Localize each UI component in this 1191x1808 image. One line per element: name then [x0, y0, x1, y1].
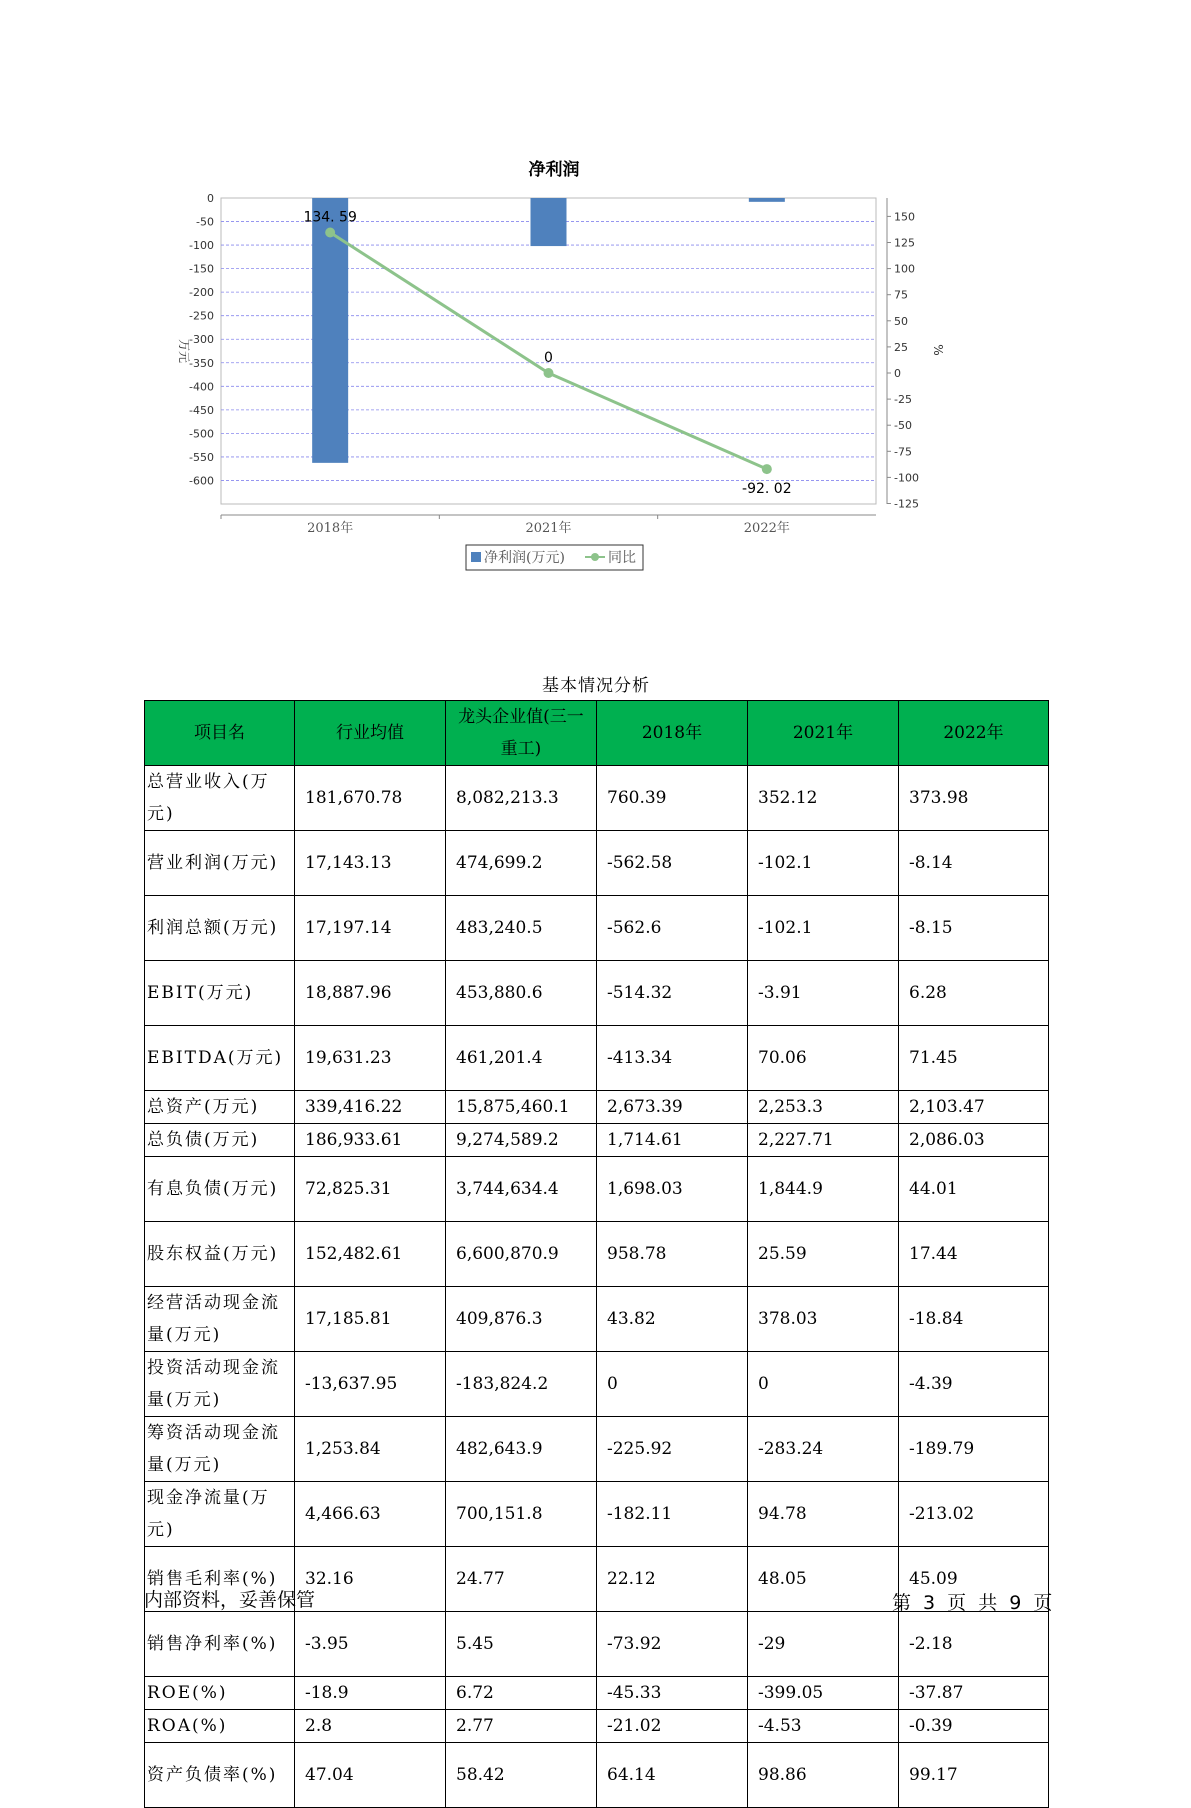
table-cell: -4.39 — [899, 1352, 1049, 1417]
y-tick-label: -200 — [189, 286, 214, 300]
table-cell: 9,274,589.2 — [446, 1124, 597, 1157]
table-cell: 19,631.23 — [295, 1026, 446, 1091]
point-yoy — [325, 227, 335, 237]
table-cell: 3,744,634.4 — [446, 1157, 597, 1222]
table-cell: -514.32 — [597, 961, 748, 1026]
point-yoy — [762, 464, 772, 474]
table-cell: 5.45 — [446, 1612, 597, 1677]
row-label: ROE(%) — [145, 1677, 295, 1710]
table-row — [145, 1677, 1049, 1710]
table-cell: -189.79 — [899, 1417, 1049, 1482]
table-row — [145, 1352, 1049, 1417]
table-cell: 70.06 — [748, 1026, 899, 1091]
y-tick-label: -50 — [196, 215, 214, 229]
footer-confidential-note: 内部资料，妥善保管 — [144, 1589, 316, 1611]
bar-net-profit — [312, 198, 348, 463]
table-cell: -399.05 — [748, 1677, 899, 1710]
table-cell: 2,086.03 — [899, 1124, 1049, 1157]
table-header-cell: 龙头企业值(三一重工) — [446, 701, 597, 766]
table-body — [145, 766, 1049, 1808]
table-cell: -29 — [748, 1612, 899, 1677]
table-cell: 17,143.13 — [295, 831, 446, 896]
table-cell: 482,643.9 — [446, 1417, 597, 1482]
y2-tick-label: -25 — [894, 393, 912, 407]
table-cell: 17,185.81 — [295, 1287, 446, 1352]
table-cell: 1,698.03 — [597, 1157, 748, 1222]
row-label: 有息负债(万元) — [145, 1157, 295, 1222]
row-label: 利润总额(万元) — [145, 896, 295, 961]
table-cell: 22.12 — [597, 1547, 748, 1612]
table-row — [145, 961, 1049, 1026]
table-cell: 58.42 — [446, 1743, 597, 1808]
y2-tick-label: 0 — [894, 367, 901, 380]
table-cell: 6,600,870.9 — [446, 1222, 597, 1287]
table-cell: 483,240.5 — [446, 896, 597, 961]
table-row — [145, 1222, 1049, 1287]
x-tick-label: 2021年 — [525, 521, 572, 536]
table-cell: -283.24 — [748, 1417, 899, 1482]
table-cell: 99.17 — [899, 1743, 1049, 1808]
table-cell: 2.8 — [295, 1710, 446, 1743]
table-cell: -562.58 — [597, 831, 748, 896]
y-tick-label: -150 — [189, 262, 214, 276]
table-cell: -13,637.95 — [295, 1352, 446, 1417]
row-label: EBIT(万元) — [145, 961, 295, 1026]
x-tick-label: 2022年 — [743, 521, 790, 536]
y2-tick-label: 100 — [894, 262, 915, 276]
table-cell: -562.6 — [597, 896, 748, 961]
row-label: ROA(%) — [145, 1710, 295, 1743]
table-cell: -2.18 — [899, 1612, 1049, 1677]
y2-tick-label: 50 — [894, 314, 908, 328]
basic-analysis-table — [144, 700, 1049, 1808]
y-tick-label: -100 — [189, 239, 214, 253]
data-label-yoy: -92. 02 — [742, 481, 792, 498]
table-cell: 373.98 — [899, 766, 1049, 831]
legend-swatch-bar — [471, 552, 481, 562]
table-cell: 64.14 — [597, 1743, 748, 1808]
table-cell: 2,673.39 — [597, 1091, 748, 1124]
y2-tick-label: 75 — [894, 288, 908, 302]
y-tick-label: -400 — [189, 380, 214, 394]
net-profit-chart — [0, 0, 1191, 640]
table-cell: -18.9 — [295, 1677, 446, 1710]
table-cell: 760.39 — [597, 766, 748, 831]
table-cell: 352.12 — [748, 766, 899, 831]
table-header-cell: 2021年 — [748, 701, 899, 766]
table-cell: 2.77 — [446, 1710, 597, 1743]
y2-tick-label: -50 — [894, 419, 912, 433]
y-tick-label: -550 — [189, 450, 214, 464]
table-cell: -21.02 — [597, 1710, 748, 1743]
legend-label-line: 同比 — [608, 550, 636, 566]
table-row — [145, 1026, 1049, 1091]
row-label: 现金净流量(万元) — [145, 1482, 295, 1547]
table-row — [145, 1091, 1049, 1124]
table-cell: -8.14 — [899, 831, 1049, 896]
chart-title: 净利润 — [528, 160, 580, 180]
table-cell: -45.33 — [597, 1677, 748, 1710]
table-cell: -4.53 — [748, 1710, 899, 1743]
table-header-cell: 项目名 — [145, 701, 295, 766]
table-cell: -225.92 — [597, 1417, 748, 1482]
row-label: 筹资活动现金流量(万元) — [145, 1417, 295, 1482]
row-label: 总负债(万元) — [145, 1124, 295, 1157]
row-label: 投资活动现金流量(万元) — [145, 1352, 295, 1417]
table-cell: 15,875,460.1 — [446, 1091, 597, 1124]
table-row — [145, 1482, 1049, 1547]
row-label: 经营活动现金流量(万元) — [145, 1287, 295, 1352]
table-cell: 32.16 — [295, 1547, 446, 1612]
point-yoy — [544, 368, 554, 378]
table-cell: 2,253.3 — [748, 1091, 899, 1124]
table-cell: -37.87 — [899, 1677, 1049, 1710]
table-cell: 0 — [597, 1352, 748, 1417]
table-cell: 1,844.9 — [748, 1157, 899, 1222]
table-row — [145, 831, 1049, 896]
table-cell: 0 — [748, 1352, 899, 1417]
table-row — [145, 766, 1049, 831]
table-row — [145, 1124, 1049, 1157]
table-row — [145, 1710, 1049, 1743]
table-cell: 1,714.61 — [597, 1124, 748, 1157]
table-cell: 44.01 — [899, 1157, 1049, 1222]
row-label: 总营业收入(万元) — [145, 766, 295, 831]
y-tick-label: -350 — [189, 356, 214, 370]
table-cell: 25.59 — [748, 1222, 899, 1287]
table-cell: 474,699.2 — [446, 831, 597, 896]
table-cell: 47.04 — [295, 1743, 446, 1808]
y-tick-label: -600 — [189, 474, 214, 488]
table-cell: 18,887.96 — [295, 961, 446, 1026]
y2-tick-label: 25 — [894, 340, 908, 354]
y-tick-label: -250 — [189, 309, 214, 323]
y-tick-label: 0 — [207, 192, 214, 205]
table-cell: -3.95 — [295, 1612, 446, 1677]
table-row — [145, 1743, 1049, 1808]
table-cell: 2,227.71 — [748, 1124, 899, 1157]
table-cell: 339,416.22 — [295, 1091, 446, 1124]
legend-label-bar: 净利润(万元) — [484, 550, 565, 566]
y2-tick-label: -100 — [894, 471, 919, 485]
table-cell: -3.91 — [748, 961, 899, 1026]
table-row — [145, 896, 1049, 961]
bar-net-profit — [531, 198, 567, 246]
data-label-yoy: 134. 59 — [303, 209, 357, 226]
table-cell: 8,082,213.3 — [446, 766, 597, 831]
table-cell: 700,151.8 — [446, 1482, 597, 1547]
table-cell: 409,876.3 — [446, 1287, 597, 1352]
table-header-cell: 2018年 — [597, 701, 748, 766]
x-tick-label: 2018年 — [307, 521, 354, 536]
table-cell: 461,201.4 — [446, 1026, 597, 1091]
y-tick-label: -300 — [189, 333, 214, 347]
table-cell: 72,825.31 — [295, 1157, 446, 1222]
table-cell: -102.1 — [748, 831, 899, 896]
table-cell: 186,933.61 — [295, 1124, 446, 1157]
table-cell: -183,824.2 — [446, 1352, 597, 1417]
table-cell: 6.72 — [446, 1677, 597, 1710]
row-label: 总资产(万元) — [145, 1091, 295, 1124]
table-cell: 152,482.61 — [295, 1222, 446, 1287]
table-cell: -18.84 — [899, 1287, 1049, 1352]
table-cell: 71.45 — [899, 1026, 1049, 1091]
table-row — [145, 1157, 1049, 1222]
table-header-cell: 2022年 — [899, 701, 1049, 766]
row-label: 股东权益(万元) — [145, 1222, 295, 1287]
table-row — [145, 1287, 1049, 1352]
table-cell: -73.92 — [597, 1612, 748, 1677]
legend-swatch-point — [591, 553, 599, 561]
table-header-cell: 行业均值 — [295, 701, 446, 766]
table-caption: 基本情况分析 — [542, 676, 650, 696]
table-cell: 98.86 — [748, 1743, 899, 1808]
y2-tick-label: -75 — [894, 445, 912, 459]
table-cell: -0.39 — [899, 1710, 1049, 1743]
table-cell: 181,670.78 — [295, 766, 446, 831]
table-cell: 24.77 — [446, 1547, 597, 1612]
table-cell: -182.11 — [597, 1482, 748, 1547]
table-cell: 958.78 — [597, 1222, 748, 1287]
table-header-row — [145, 701, 1049, 766]
table-cell: 48.05 — [748, 1547, 899, 1612]
table-row — [145, 1417, 1049, 1482]
table-cell: 43.82 — [597, 1287, 748, 1352]
y-axis-label: 万元 — [177, 338, 191, 364]
table-row — [145, 1612, 1049, 1677]
y2-tick-label: 125 — [894, 236, 915, 250]
bar-net-profit — [749, 198, 785, 202]
table-cell: -213.02 — [899, 1482, 1049, 1547]
row-label: EBITDA(万元) — [145, 1026, 295, 1091]
row-label: 销售毛利率(%) — [145, 1547, 295, 1612]
table-cell: 4,466.63 — [295, 1482, 446, 1547]
table-cell: 1,253.84 — [295, 1417, 446, 1482]
y2-tick-label: 150 — [894, 210, 915, 224]
table-cell: -413.34 — [597, 1026, 748, 1091]
y2-axis-label: % — [931, 344, 945, 356]
y-tick-label: -450 — [189, 403, 214, 417]
table-cell: 17,197.14 — [295, 896, 446, 961]
table-cell: 17.44 — [899, 1222, 1049, 1287]
row-label: 资产负债率(%) — [145, 1743, 295, 1808]
chart-svg — [0, 0, 1191, 640]
y2-tick-label: -125 — [894, 497, 919, 511]
table-cell: -102.1 — [748, 896, 899, 961]
table-cell: 94.78 — [748, 1482, 899, 1547]
table-cell: -8.15 — [899, 896, 1049, 961]
table-cell: 378.03 — [748, 1287, 899, 1352]
row-label: 营业利润(万元) — [145, 831, 295, 896]
y-tick-label: -500 — [189, 427, 214, 441]
table-cell: 45.09 — [899, 1547, 1049, 1612]
table-cell: 6.28 — [899, 961, 1049, 1026]
row-label: 销售净利率(%) — [145, 1612, 295, 1677]
table-cell: 453,880.6 — [446, 961, 597, 1026]
data-label-yoy: 0 — [544, 350, 553, 366]
table-cell: 2,103.47 — [899, 1091, 1049, 1124]
footer-page-number: 第 3 页 共 9 页 — [892, 1592, 1053, 1614]
